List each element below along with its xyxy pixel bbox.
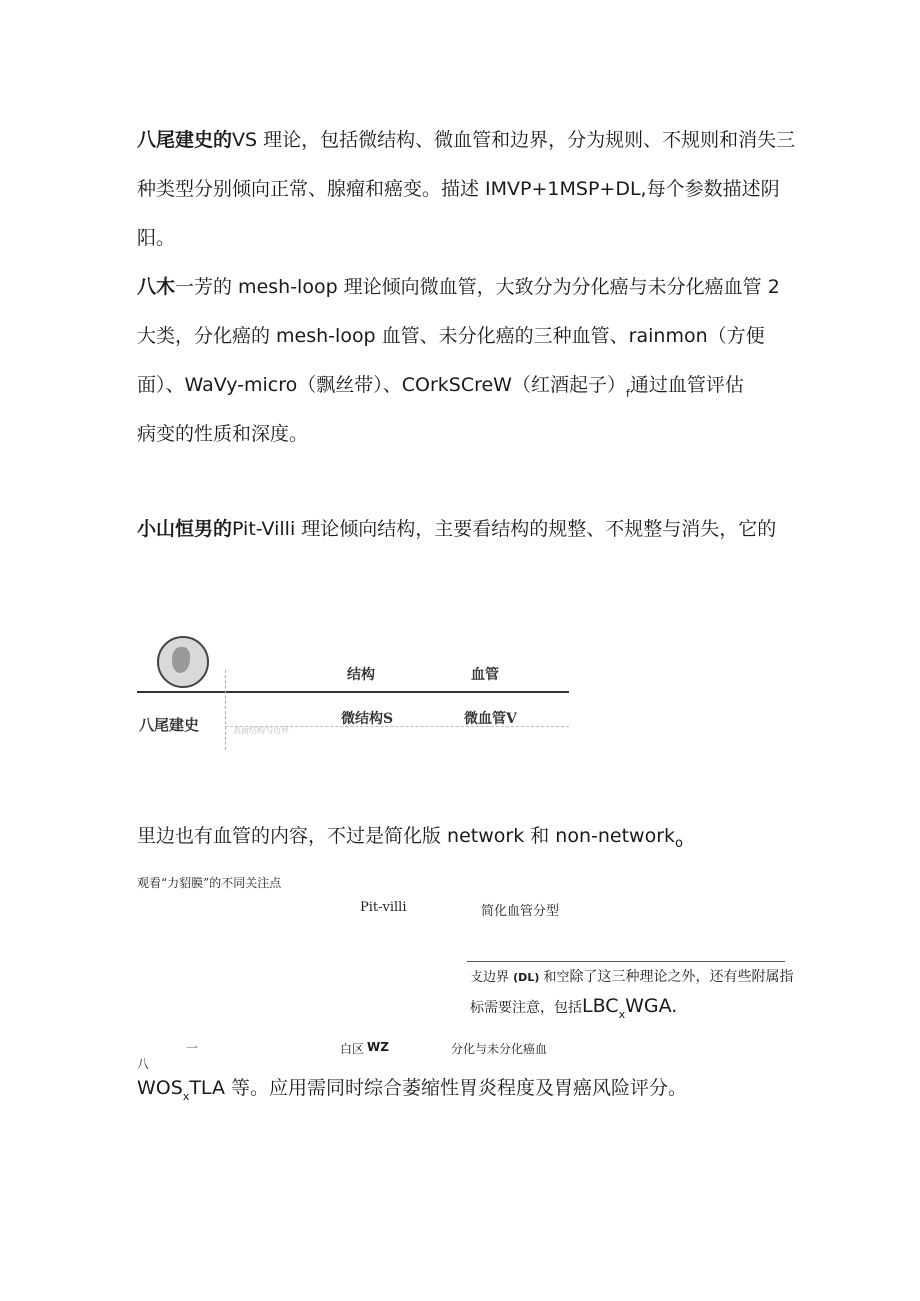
note-boundary-dl: (DL) [513, 971, 540, 984]
paragraph-wos-tla [137, 1064, 787, 1113]
p4-line-1 [137, 812, 787, 861]
p4-end-mark: o [675, 836, 683, 851]
note-sub-x: x [618, 1008, 626, 1021]
figure-faint-text: 表面结构与边界 [233, 726, 289, 735]
paragraph-yagi-mesh-loop [137, 263, 787, 459]
p3-text: Pit-Villi 理论倾向结构，主要看结构的规整、不规整与消失，它的 [232, 518, 777, 540]
note-white-zone-b: WZ [367, 1040, 389, 1054]
paragraph-oyama-pit-villi [137, 505, 787, 554]
p1-line-1 [137, 116, 796, 165]
note-lbc: LBC [582, 995, 619, 1017]
stomach-icon [157, 636, 209, 688]
p3-line-1 [137, 505, 787, 554]
p2-lead: 八木 [137, 276, 176, 298]
figure-col-structure: 结构 [347, 667, 375, 683]
p4-text: 里边也有血管的内容，不过是简化版 network 和 non-network [137, 825, 676, 847]
note-boundary-a: 攴边界 [470, 970, 510, 985]
p5-sub-x: x [182, 1090, 190, 1103]
p2-line-1 [137, 263, 787, 312]
note-simple-vessel: 简化血管分型 [481, 904, 560, 919]
note-watch: 观看“力貂膜”的不同关注点 [137, 876, 282, 890]
p1-text-1: VS 理论，包括微结构、微血管和边界，分为规则、不规则和消失三 [232, 129, 796, 151]
p1-lead: 八尾建史的 [137, 129, 233, 151]
figure-cell-vessel: 微血管V [464, 711, 517, 727]
note-ba: 八 [137, 1057, 150, 1071]
note-line-2 [470, 993, 677, 1022]
note-pit-villi: Pit-villi [360, 900, 407, 915]
note-dash: 一 [186, 1041, 199, 1055]
note-boundary-line [470, 967, 794, 988]
p2-text-1: 一芳的 mesh-loop 理论倾向微血管，大致分为分化癌与未分化癌血管 2 [175, 276, 780, 298]
figure-col-vessel: 血管 [471, 667, 499, 683]
p5-rest: TLA 等。应用需同时综合萎缩性胃炎程度及胃癌风险评分。 [189, 1077, 687, 1099]
p3-lead: 小山恒男的 [137, 518, 233, 540]
note-wga: WGA. [625, 995, 678, 1017]
note-boundary-b: 和空 [543, 970, 570, 985]
p2-line-3 [137, 361, 787, 410]
p5-line-1 [137, 1064, 787, 1113]
figure-cell-structure: 微结构S [341, 711, 394, 727]
paragraph-network [137, 812, 787, 861]
p2-text-3b: 通过血管评估 [629, 374, 744, 396]
p1-line-2: 种类型分别倾向正常、腺瘤和癌变。描述 IMVP+1MSP+DL,每个参数描述阴 [137, 178, 780, 200]
p5-wos: WOS [137, 1077, 183, 1099]
p2-text-3: 面）、WaVy-micro（飘丝带）、COrkSCreW（红酒起子） [137, 374, 626, 396]
p2-line-2: 大类，分化癌的 mesh-loop 血管、未分化癌的三种血管、rainmon（方便 [137, 325, 765, 347]
theory-comparison-figure [137, 630, 572, 750]
p1-line-3: 阳。 [137, 227, 176, 249]
notes-rule [467, 961, 785, 962]
note-white-zone-a: 白区 [340, 1042, 365, 1056]
figure-row-label: 八尾建史 [139, 716, 200, 734]
figure-column-divider [225, 670, 226, 750]
paragraph-yao-vs [137, 116, 796, 263]
note-boundary-tail: 除了这三种理论之外，还有些附属指 [569, 969, 794, 985]
note-line2-text: 标需要注意，包括 [470, 1000, 582, 1016]
note-diff-undiff: 分化与未分化癌血 [451, 1042, 548, 1056]
figure-header-rule [137, 691, 569, 693]
p2-stray-mark: f [625, 387, 630, 400]
p2-line-4: 病变的性质和深度。 [137, 423, 309, 445]
